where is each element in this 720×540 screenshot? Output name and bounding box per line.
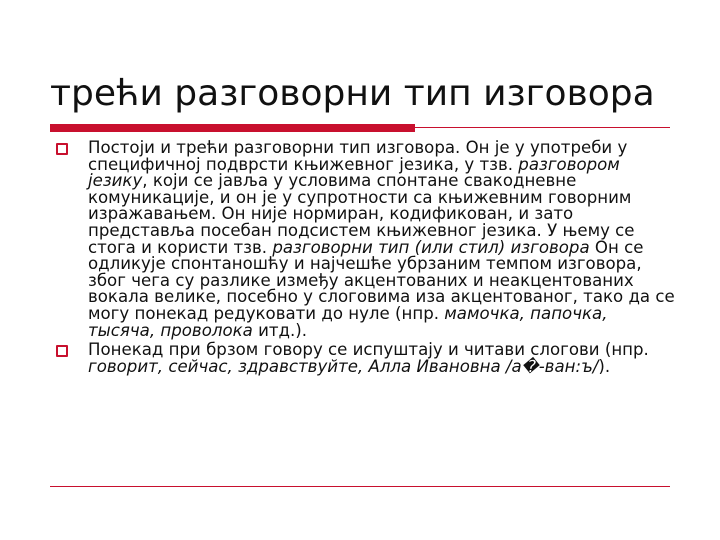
bullet-text (88, 342, 676, 375)
bullet-list (56, 140, 676, 378)
bullet-italic-term: разговором језику (88, 154, 620, 191)
bullet-text-run: Он се одликује спонтаношћу и најчешће убрзаним темпом изговора, због чега су разлике између акцентованих и неакцентованих вокала велике, посебно у слоговима иза акцентованог, тако да се могу понекад редуковати до нуле (нпр. (88, 237, 675, 323)
bullet-text-run: ). (598, 356, 611, 376)
bullet-text-run: Понекад при брзом говору се испуштају и читави слогови (нпр. (88, 340, 649, 360)
footer-divider-line (50, 486, 670, 487)
hollow-square-bullet-icon (56, 345, 68, 357)
bullet-text-run: Постоји и трећи разговорни тип изговора. Он је у употреби у специфичној подврсти књижевног језика, у тзв. (88, 138, 628, 174)
slide-title: трећи разговорни тип изговора (50, 73, 655, 114)
bullet-text-run: , који се јавља у условима спонтане свакодневне комуникације, и он је у супротности са књижевним говорним изражавањем. Он није нормиран, кодификован, и зато представља посебан подсистем књижевног језика. У њему се стога и користи тзв. (88, 171, 635, 257)
title-accent-bar (50, 124, 415, 132)
bullet-italic-term: разговорни тип (или стил) изговора (272, 237, 590, 257)
bullet-text (88, 140, 676, 339)
bullet-italic-examples: говорит, сейчас, здравствуйте, Алла Ивановна /а�-ван:ъ/ (88, 356, 599, 376)
bullet-text-run: итд.). (252, 320, 308, 340)
bullet-item (56, 140, 676, 339)
bullet-item (56, 342, 676, 375)
hollow-square-bullet-icon (56, 143, 68, 155)
bullet-italic-examples: мамочка, папочка, тысяча, проволока (88, 303, 608, 340)
